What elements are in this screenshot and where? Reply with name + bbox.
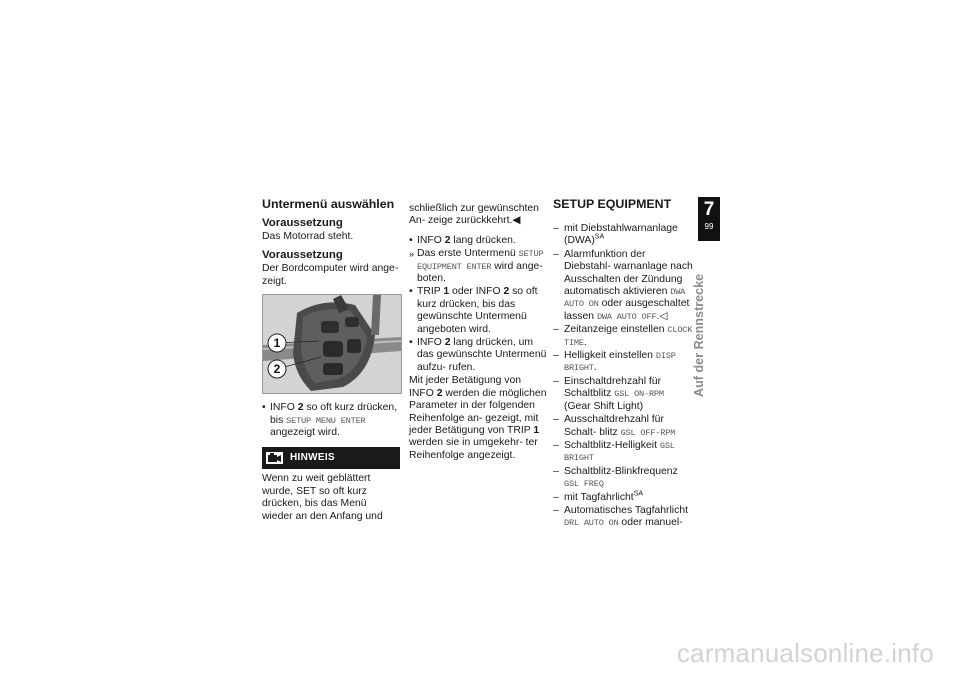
list-item: – Automatisches Tagfahrlicht DRL AUTO ON oder manuel- bbox=[553, 505, 693, 530]
prerequisite-title: Voraussetzung bbox=[262, 217, 343, 229]
step-list bbox=[262, 402, 400, 439]
watermark: carmanualsonline.info bbox=[676, 638, 934, 668]
result-item: » Das erste Untermenü SETUP EQUIPMENT ENTER wird ange- boten. bbox=[409, 248, 547, 285]
figure-callout-2: 2 bbox=[273, 362, 281, 377]
paragraph: Mit jeder Betätigung von INFO 2 werden die möglichen Parameter in der folgenden Reihenfolge an- gezeigt, mit jeder Betätigung von TRIP 1 werden sie in umgekehr- ter Reihenfolge angezeigt. bbox=[409, 375, 547, 461]
list-item: – Einschaltdrehzahl für Schaltblitz GSL ON-RPM (Gear Shift Light) bbox=[553, 376, 693, 413]
list-item: – mit Tagfahrlicht$^{SA}$ bbox=[553, 492, 693, 504]
section-heading: SETUP EQUIPMENT bbox=[553, 197, 672, 211]
figure-callout-1: 1 bbox=[273, 336, 281, 351]
prerequisite-text: Das Motorrad steht. bbox=[262, 231, 354, 242]
note-banner bbox=[262, 447, 400, 469]
section-heading: Untermenü auswählen bbox=[262, 197, 395, 211]
continued-text: schließlich zur gewünschten An- zeige zurückkehrt.◀ bbox=[409, 203, 539, 227]
chapter-title: Auf der Rennstrecke bbox=[692, 273, 706, 397]
page-number: 99 bbox=[704, 222, 714, 231]
list-item: – Helligkeit einstellen DISP BRIGHT. bbox=[553, 350, 693, 375]
chapter-tab bbox=[692, 197, 720, 397]
list-item: • INFO 2 lang drücken. bbox=[409, 235, 547, 247]
prerequisite-title: Voraussetzung bbox=[262, 249, 343, 262]
list-item: • INFO 2 lang drücken, um das gewünschte Untermenü aufzu- rufen. bbox=[409, 337, 547, 374]
list-item: – Zeitanzeige einstellen CLOCK TIME. bbox=[553, 324, 693, 349]
note-icon bbox=[266, 452, 283, 464]
list-item: – Ausschaltdrehzahl für Schalt- blitz GSL OFF-RPM bbox=[553, 414, 693, 439]
list-item: – Schaltblitz-Blinkfrequenz GSL FREQ bbox=[553, 466, 693, 491]
list-item: • TRIP 1 oder INFO 2 so oft kurz drücken, bis das gewünschte Untermenü angeboten wird. bbox=[409, 286, 547, 336]
step-list bbox=[409, 235, 547, 374]
prerequisite-text: Der Bordcomputer wird ange- zeigt. bbox=[262, 263, 399, 287]
column-left bbox=[262, 197, 400, 529]
list-item: – Alarmfunktion der Diebstahl- warnanlage nach Ausschalten der Zündung automatisch aktivieren DWA AUTO ON oder ausgeschaltet lassen DWA AUTO OFF.◁ bbox=[553, 249, 693, 323]
list-item: – mit Diebstahlwarnanlage (DWA)$^{SA}$ bbox=[553, 223, 693, 248]
chapter-number: 7 bbox=[703, 199, 715, 220]
equipment-list bbox=[553, 223, 693, 530]
note-title: HINWEIS bbox=[290, 452, 335, 464]
handlebar-switch-illustration bbox=[263, 295, 401, 393]
list-item: – Schaltblitz-Helligkeit GSL BRIGHT bbox=[553, 440, 693, 465]
column-right bbox=[553, 197, 693, 531]
chapter-number-box bbox=[698, 197, 720, 241]
handlebar-switch-figure bbox=[262, 294, 402, 394]
list-item: • INFO 2 so oft kurz drücken, bis SETUP MENU ENTER angezeigt wird. bbox=[262, 402, 400, 439]
column-middle bbox=[409, 203, 547, 468]
note-text: Wenn zu weit geblättert wurde, SET so oft kurz drücken, bis das Menü wieder an den Anfang und bbox=[262, 473, 383, 522]
